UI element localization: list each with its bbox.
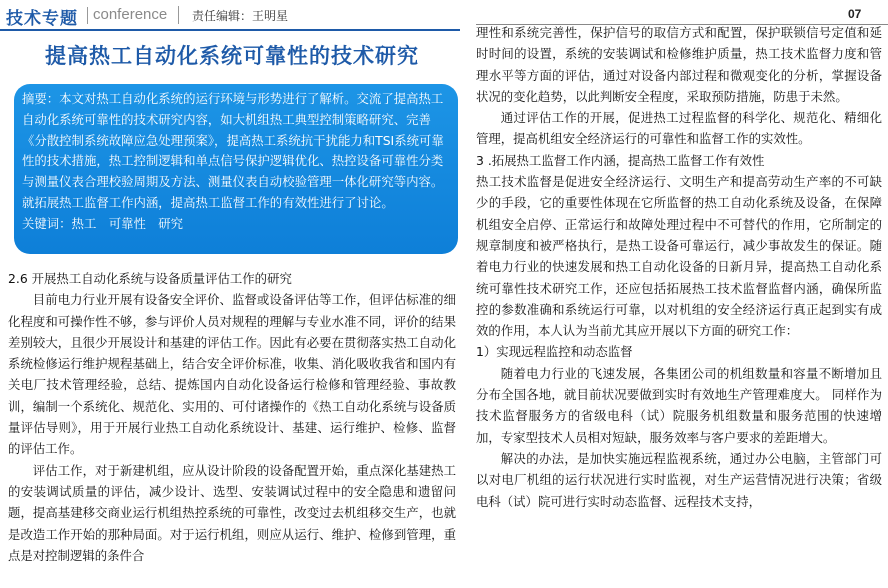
paragraph: 解决的办法，是加快实施远程监视系统，通过办公电脑，主管部门可以对电厂机组的运行状况进行实时监视，对生产运营情况进行决策；省级电科（试）院可进行实时动态监督、远程技术支持，	[476, 450, 882, 509]
column-brand-english: conference	[93, 6, 168, 23]
page-number: 07	[848, 7, 862, 21]
subsection-heading: 1）实现远程监控和动态监督	[476, 344, 633, 360]
keywords: 关键词：热工 可靠性 研究	[22, 215, 184, 231]
right-column	[476, 22, 882, 512]
responsible-editor: 责任编辑：王明星	[192, 9, 289, 23]
article-title: 提高热工自动化系统可靠性的技术研究	[45, 44, 419, 68]
section-heading: 3 .拓展热工监督工作内涵，提高热工监督工作有效性	[476, 152, 765, 168]
column-brand: 技术专题	[6, 9, 78, 29]
paragraph-continuation: 理性和系统完善性，保护信号的取信方式和配置，保护联锁信号定值和延时时间的设置，系统的安装调试和检修维护质量，热工技术监督力度和管理水平等方面的评估，通过对设备内部过程和微观变化的分析，掌握设备状况的变化趋势，以此判断安全程度，采取预防措施，防患于未然。	[476, 25, 882, 104]
paragraph: 目前电力行业开展有设备安全评价、监督或设备评估等工作，但评估标准的细化程度和可操作性不够，参与评价人员对规程的理解与专业水准不同，评价的结果差别较大，且很少开展设计和基建的评估工作。因此有必要在贯彻落实热工自动化系统检修运行维护规程基础上，结合安全评价标准，收集、消化吸收我省和国内有关电厂技术管理经验，总结、提炼国内自动化设备运行检修和管理经验、事故教训，编制一个系统化、规范化、实用的、可付诸操作的《热工自动化系统与设备质量评估导则》，用于开展行业热工自动化系统设计、基建、运行维护、检修、监督的评估工作。	[8, 292, 456, 457]
paragraph: 评估工作，对于新建机组，应从设计阶段的设备配置开始，重点深化基建热工的安装调试质量的评估，减少设计、选型、安装调试过程中的安全隐患和遗留问题，提高基建移交商业运行机组热控系统的可靠性，改变过去机组移交生产，也就是改造工作开始的那种局面。对于运行机组，则应从运行、维护、检修到管理，重点是对控制逻辑的条件合	[8, 462, 456, 563]
left-column	[8, 268, 456, 566]
brand-divider	[87, 7, 88, 24]
section-heading: 2.6 开展热工自动化系统与设备质量评估工作的研究	[8, 271, 292, 286]
paragraph: 热工技术监督是促进安全经济运行、文明生产和提高劳动生产率的不可缺少的手段，它的重要性体现在它所监督的热工自动化系统及设备，在保障机组安全启停、正常运行和故障处理过程中不可替代的作用，它所制定的规章制度和被严格执行，是热工设备可靠运行，减少事故发生的保证。随着电力行业的快速发展和热工自动化设备的日新月异，提高热工自动化系统可靠性技术研究工作，还应包括拓展热工技术监督监督内涵，确保所监控的参数准确和系统运行可靠，以对机组的安全经济运行真正起到实有成效的作用，本人认为当前尤其应开展以下方面的研究工作：	[476, 174, 882, 339]
header-underline	[0, 29, 460, 31]
paragraph: 随着电力行业的飞速发展，各集团公司的机组数量和容量不断增加且分布全国各地，就目前状况要做到实时有效地生产管理难度大。 同样作为技术监督服务方的省级电科（试）院服务机组数量和服务范围的快速增加，专家型技术人员相对短缺，服务效率与客户要求的差距增大。	[476, 365, 882, 445]
paragraph: 通过评估工作的开展，促进热工过程监督的科学化、规范化、精细化管理，提高机组安全经济运行的可靠性和监督工作的实效性。	[476, 110, 882, 147]
header-divider	[178, 6, 179, 24]
page-header	[0, 0, 460, 30]
abstract-box	[14, 84, 458, 254]
abstract-text: 摘要：本文对热工自动化系统的运行环境与形势进行了解析。交流了提高热工自动化系统可靠性的技术研究内容，如大机组热工典型控制策略研究、完善《分散控制系统故障应急处理预案》，提高热工系统抗干扰能力和TSI系统可靠性的技术措施，热工控制逻辑和单点信号保护逻辑优化、热控设备可靠性分类与测量仪表合理校验周期及方法、测量仪表自动校验管理一体化研究等内容。就拓展热工监督工作内涵，提高热工监督工作的有效性进行了讨论。	[22, 91, 444, 210]
